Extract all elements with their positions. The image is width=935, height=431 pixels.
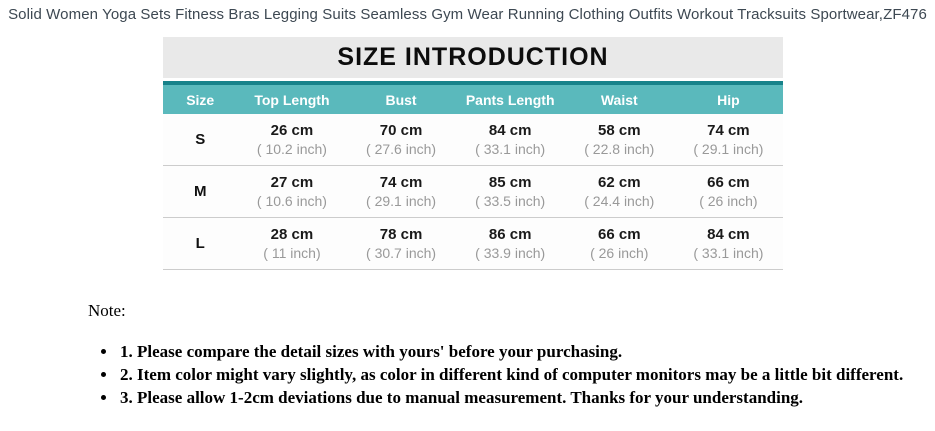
size-label: M — [193, 183, 207, 200]
measurement-cell-hip — [674, 121, 783, 158]
inch-value: ( 33.9 inch) — [475, 245, 546, 261]
inch-value: ( 33.5 inch) — [475, 193, 546, 209]
measurement-cell-waist — [565, 121, 674, 158]
size-label: L — [195, 235, 205, 252]
cm-value: 27 cm — [270, 174, 314, 191]
column-header-top-length: Top Length — [254, 91, 330, 108]
measurement-cell-waist — [565, 225, 674, 262]
inch-value: ( 33.1 inch) — [475, 141, 546, 157]
cm-value: 66 cm — [707, 174, 750, 191]
size-label: S — [195, 131, 206, 148]
size-row-l — [163, 218, 783, 270]
measurement-cell-pants-length — [456, 121, 565, 158]
measurement-cell-waist — [565, 173, 674, 210]
size-table-body — [163, 114, 783, 270]
note-item-1: • 1. Please compare the detail sizes with yours' before your purchasing. — [118, 340, 908, 363]
inch-value: ( 26 inch) — [699, 193, 758, 209]
note-item-3: • 3. Please allow 1-2cm deviations due to manual measurement. Thanks for your understanding. — [118, 386, 908, 409]
inch-value: ( 26 inch) — [590, 245, 649, 261]
cm-value: 84 cm — [707, 226, 750, 243]
column-header-hip: Hip — [717, 91, 740, 108]
measurement-cell-top-length — [237, 225, 346, 262]
column-header-bust: Bust — [385, 91, 417, 108]
measurement-cell-pants-length — [456, 225, 565, 262]
measurement-cell-bust — [347, 173, 456, 210]
note-item-2: • 2. Item color might vary slightly, as color in different kind of computer monitors may be a little bit different. — [118, 363, 908, 386]
inch-value: ( 11 inch) — [263, 245, 321, 261]
inch-value: ( 30.7 inch) — [366, 245, 437, 261]
cm-value: 86 cm — [488, 226, 532, 243]
inch-value: ( 22.8 inch) — [584, 141, 655, 157]
inch-value: ( 10.6 inch) — [256, 193, 327, 209]
inch-value: ( 10.2 inch) — [256, 141, 327, 157]
measurement-cell-bust — [347, 225, 456, 262]
cm-value: 85 cm — [488, 174, 532, 191]
inch-value: ( 29.1 inch) — [693, 141, 764, 157]
column-header-pants-length: Pants Length — [465, 91, 555, 108]
product-title: Solid Women Yoga Sets Fitness Bras Legging Suits Seamless Gym Wear Running Clothing Outfits Workout Tracksuits Sportwear,ZF476 — [8, 6, 927, 23]
size-row-m — [163, 166, 783, 218]
measurement-cell-pants-length — [456, 173, 565, 210]
measurement-cell-bust — [347, 121, 456, 158]
column-header-waist: Waist — [600, 91, 638, 108]
cm-value: 28 cm — [270, 226, 314, 243]
size-table-title: SIZE INTRODUCTION — [163, 37, 783, 78]
cm-value: 26 cm — [270, 122, 314, 139]
inch-value: ( 24.4 inch) — [584, 193, 655, 209]
measurement-cell-top-length — [237, 121, 346, 158]
cm-value: 62 cm — [598, 174, 641, 191]
measurement-cell-top-length — [237, 173, 346, 210]
cm-value: 58 cm — [598, 122, 641, 139]
size-row-s — [163, 114, 783, 166]
measurement-cell-hip — [674, 173, 783, 210]
cm-value: 74 cm — [707, 122, 750, 139]
inch-value: ( 27.6 inch) — [366, 141, 437, 157]
cm-value: 70 cm — [379, 122, 423, 139]
cm-value: 66 cm — [598, 226, 641, 243]
inch-value: ( 33.1 inch) — [693, 245, 764, 261]
inch-value: ( 29.1 inch) — [366, 193, 437, 209]
note-label: Note: — [88, 301, 126, 320]
cm-value: 78 cm — [379, 226, 423, 243]
measurement-cell-hip — [674, 225, 783, 262]
size-table-header — [163, 81, 783, 114]
column-header-size: Size — [186, 91, 215, 108]
cm-value: 74 cm — [379, 174, 423, 191]
size-table — [163, 37, 783, 270]
cm-value: 84 cm — [488, 122, 532, 139]
note-section — [88, 301, 908, 409]
note-list — [118, 340, 908, 409]
